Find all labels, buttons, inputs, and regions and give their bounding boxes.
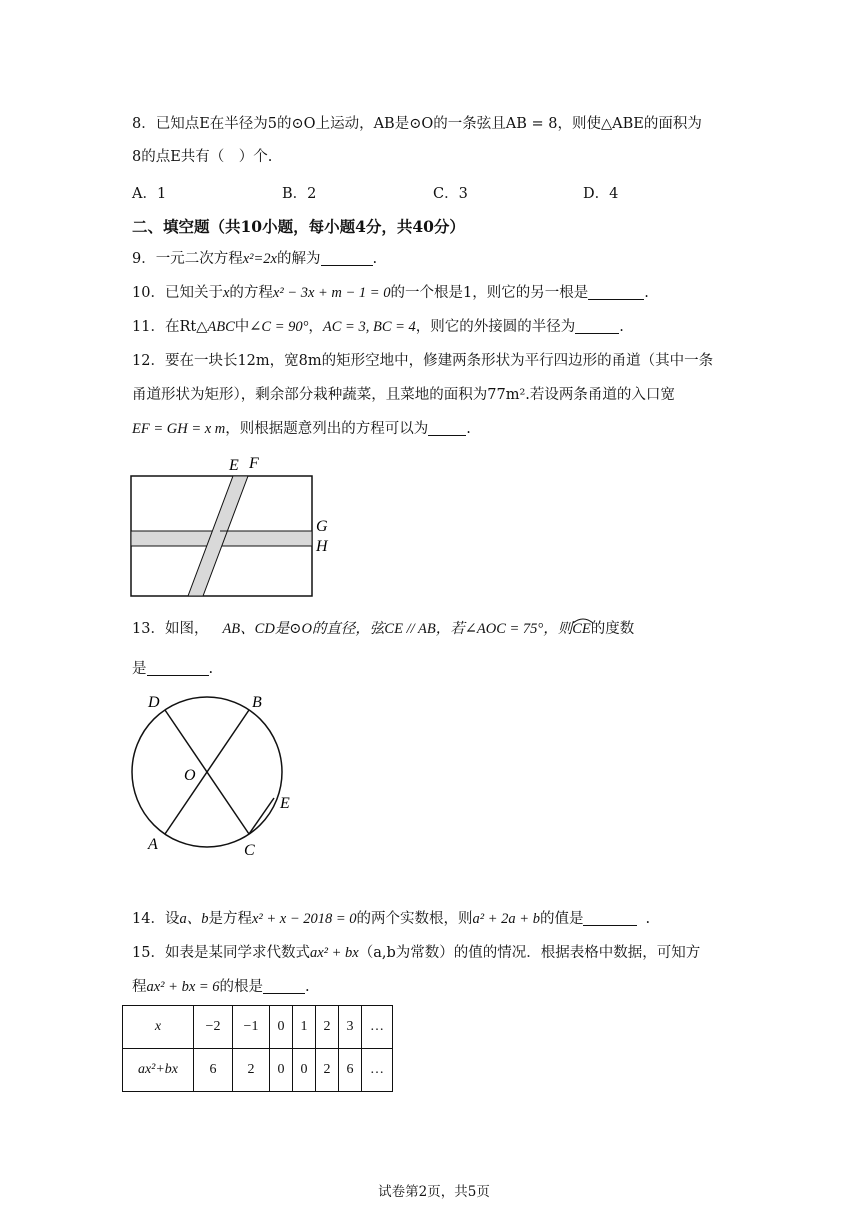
q13-end: .	[208, 661, 214, 677]
q12-figure	[125, 450, 345, 600]
table-header-x: x	[123, 1006, 194, 1049]
q10-prefix: 10．已知关于	[132, 285, 223, 301]
table-cell: 2	[316, 1006, 339, 1049]
q9	[132, 249, 377, 269]
q15-answer-blank[interactable]	[263, 978, 305, 994]
q13-body: AB、CD是⊙O的直径，弦CE // AB，若∠AOC = 75°，则	[222, 621, 573, 637]
table-cell: 1	[293, 1006, 316, 1049]
table-cell: 0	[270, 1006, 293, 1049]
q8-line2: 8的点E共有（ ）个.	[132, 149, 273, 165]
q10-var: x	[222, 285, 230, 301]
table-header-expression: ax²+bx	[123, 1049, 194, 1092]
q13-figure	[120, 688, 310, 863]
q11-suffix: ，则它的外接圆的半径为	[415, 319, 576, 335]
q8-choice-c: C．3	[433, 186, 468, 202]
q15-prefix: 15．如表是某同学求代数式	[132, 945, 310, 961]
q15-line1	[132, 943, 700, 963]
table-cell: …	[362, 1006, 393, 1049]
q15-line2	[132, 977, 310, 997]
q11-prefix: 11．在Rt△	[132, 319, 208, 335]
q11	[132, 317, 624, 337]
table-row-x	[123, 1006, 393, 1049]
q8-choice-b: B．2	[282, 186, 317, 202]
q13-label-d: D	[148, 694, 160, 711]
q15-equation: ax² + bx = 6	[146, 979, 220, 995]
section-fill-in-header: 二、填空题（共10小题，每小题4分，共40分）	[132, 217, 465, 236]
table-row-value	[123, 1049, 393, 1092]
q10-answer-blank[interactable]	[588, 284, 644, 300]
q14-mid2: 的两个实数根，则	[356, 911, 473, 927]
q13-arc-mark	[572, 616, 594, 624]
q11-mid1: 中	[234, 319, 250, 335]
q15-end: .	[305, 979, 310, 995]
q13-label-a: A	[148, 836, 158, 853]
table-cell: 3	[339, 1006, 362, 1049]
q14-end: .	[645, 911, 651, 927]
q11-end: .	[619, 319, 624, 335]
table-cell: 0	[270, 1049, 293, 1092]
q12-label-h: H	[316, 538, 328, 555]
table-cell: 0	[293, 1049, 316, 1092]
q11-triangle: ABC	[207, 319, 235, 335]
q9-prefix: 9．一元二次方程	[132, 251, 243, 267]
q14	[132, 909, 650, 929]
q14-equation: x² + x − 2018 = 0	[251, 911, 357, 927]
q9-end: .	[372, 251, 378, 267]
q8-choice-d: D．4	[583, 186, 619, 202]
q13-chord-ce	[249, 798, 274, 834]
q13-label-b: B	[252, 694, 262, 711]
q13-label-o: O	[184, 767, 196, 784]
q12-label-f: F	[249, 455, 259, 472]
q10-end: .	[644, 285, 649, 301]
q10-mid: 的方程	[229, 285, 273, 301]
q15-line2-prefix: 程	[132, 979, 147, 995]
q12-answer-blank[interactable]	[428, 420, 466, 436]
q10	[132, 283, 649, 303]
q12-end: .	[466, 421, 471, 437]
q15-expression: ax² + bx	[309, 945, 359, 961]
q14-vars: a、b	[179, 911, 209, 927]
q14-answer-blank[interactable]	[583, 910, 637, 926]
q15-line2-suffix: 的根是	[219, 979, 264, 995]
table-cell: 2	[233, 1049, 270, 1092]
q13-answer-blank[interactable]	[147, 660, 209, 676]
q11-mid2: ，	[308, 319, 323, 335]
page-footer: 试卷第2页，共5页	[378, 1184, 490, 1200]
table-cell: −2	[194, 1006, 233, 1049]
q14-mid: 是方程	[208, 911, 252, 927]
q13-line2-prefix: 是	[132, 661, 147, 677]
q13-line2	[132, 659, 213, 679]
table-cell: 2	[316, 1049, 339, 1092]
q8-line1: 8．已知点E在半径为5的⊙O上运动，AB是⊙O的一条弦且AB = 8，则使△ABE的面积为	[132, 116, 702, 132]
q14-prefix: 14．设	[132, 911, 180, 927]
q9-equation: x²=2x	[242, 251, 277, 267]
q9-suffix: 的解为	[277, 251, 321, 267]
q12-equation: EF = GH = x m	[132, 421, 226, 437]
q13-label-e: E	[280, 795, 290, 812]
q8-choice-a: A．1	[132, 186, 167, 202]
table-cell: 6	[194, 1049, 233, 1092]
q9-answer-blank[interactable]	[321, 250, 373, 266]
q11-answer-blank[interactable]	[575, 318, 619, 334]
q15-value-table	[122, 1005, 393, 1092]
q10-suffix: 的一个根是1，则它的另一根是	[390, 285, 589, 301]
q12-line1: 12．要在一块长12m，宽8m的矩形空地中，修建两条形状为平行四边形的甬道（其中一条	[132, 353, 714, 369]
q12-suffix: ，则根据题意列出的方程可以为	[225, 421, 429, 437]
q11-sides: AC = 3, BC = 4	[322, 319, 416, 335]
q13-arc-label: CE	[572, 621, 591, 637]
q13-suffix: 的度数	[590, 621, 635, 637]
q13-line1	[132, 619, 634, 639]
q12-label-g: G	[316, 518, 328, 535]
q13-arc	[572, 621, 591, 637]
table-cell: …	[362, 1049, 393, 1092]
q12-line3	[132, 419, 471, 439]
q12-line2: 甬道形状为矩形），剩余部分栽种蔬菜，且菜地的面积为77m².若设两条甬道的入口宽	[132, 387, 675, 403]
q14-suffix: 的值是	[539, 911, 584, 927]
table-cell: −1	[233, 1006, 270, 1049]
q12-label-e: E	[229, 457, 239, 474]
q10-equation: x² − 3x + m − 1 = 0	[272, 285, 391, 301]
q13-label-c: C	[244, 842, 255, 859]
q13-prefix: 13．如图，	[132, 621, 209, 637]
table-cell: 6	[339, 1049, 362, 1092]
q15-mid: （a,b为常数）的值的情况．根据表格中数据，可知方	[358, 945, 701, 961]
q14-expression: a² + 2a + b	[472, 911, 540, 927]
q11-angle: ∠C = 90°	[249, 319, 309, 335]
